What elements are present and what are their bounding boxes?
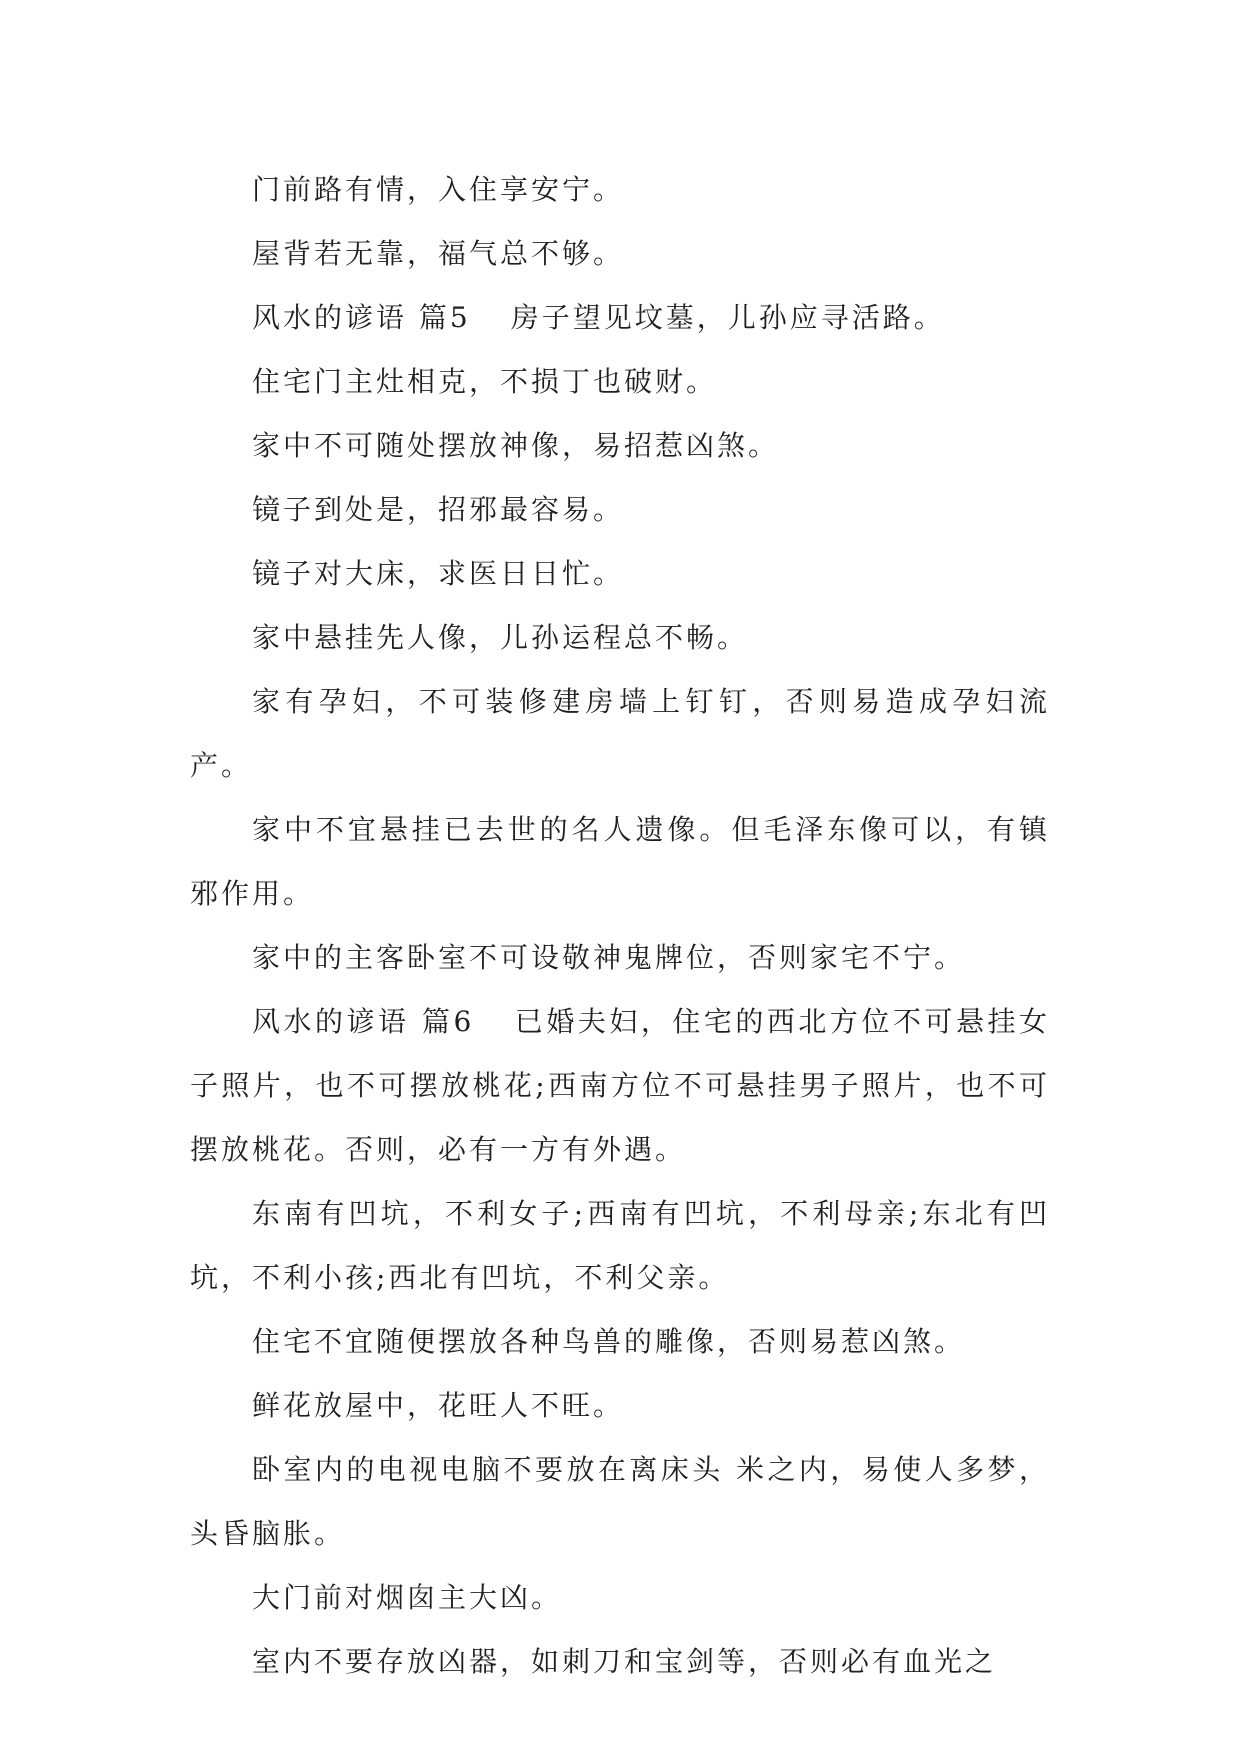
paragraph: 门前路有情，入住享安宁。: [252, 173, 625, 206]
paragraph-with-heading: [190, 990, 1050, 1182]
paragraph: 鲜花放屋中，花旺人不旺。: [252, 1389, 625, 1422]
section-heading: 风水的谚语 篇5: [252, 301, 471, 334]
paragraph: 住宅门主灶相克，不损丁也破财。: [252, 365, 718, 398]
paragraph: 家中的主客卧室不可设敬神鬼牌位，否则家宅不宁。: [252, 941, 966, 974]
paragraph: 镜子对大床，求医日日忙。: [252, 557, 625, 590]
paragraph: 镜子到处是，招邪最容易。: [252, 493, 625, 526]
paragraph: 室内不要存放凶器，如刺刀和宝剑等，否则必有血光之: [252, 1645, 997, 1678]
paragraph: 卧室内的电视电脑不要放在离床头 米之内，易使人多梦，头昏脑胀。: [190, 1453, 1050, 1550]
paragraph: 家中悬挂先人像，儿孙运程总不畅。: [252, 621, 749, 654]
paragraph: 屋背若无靠，福气总不够。: [252, 237, 625, 270]
paragraph: 大门前对烟囱主大凶。: [252, 1581, 563, 1614]
paragraph-text: 已婚夫妇，住宅的西北方位不可悬挂女子照片，也不可摆放桃花;西南方位不可悬挂男子照片，也不可摆放桃花。否则，必有一方有外遇。: [190, 1005, 1050, 1166]
paragraph: 东南有凹坑，不利女子;西南有凹坑，不利母亲;东北有凹坑，不利小孩;西北有凹坑，不利父亲。: [190, 1197, 1050, 1294]
paragraph: 住宅不宜随便摆放各种鸟兽的雕像，否则易惹凶煞。: [252, 1325, 966, 1358]
document-body: [190, 158, 1050, 1694]
paragraph-text: 房子望见坟墓，儿孙应寻活路。: [510, 301, 945, 334]
paragraph: 家中不宜悬挂已去世的名人遗像。但毛泽东像可以，有镇邪作用。: [190, 813, 1050, 910]
paragraph: 家有孕妇，不可装修建房墙上钉钉，否则易造成孕妇流产。: [190, 685, 1050, 782]
paragraph: 家中不可随处摆放神像，易招惹凶煞。: [252, 429, 780, 462]
section-heading: 风水的谚语 篇6: [252, 1005, 475, 1038]
paragraph-with-heading: [190, 286, 1050, 350]
